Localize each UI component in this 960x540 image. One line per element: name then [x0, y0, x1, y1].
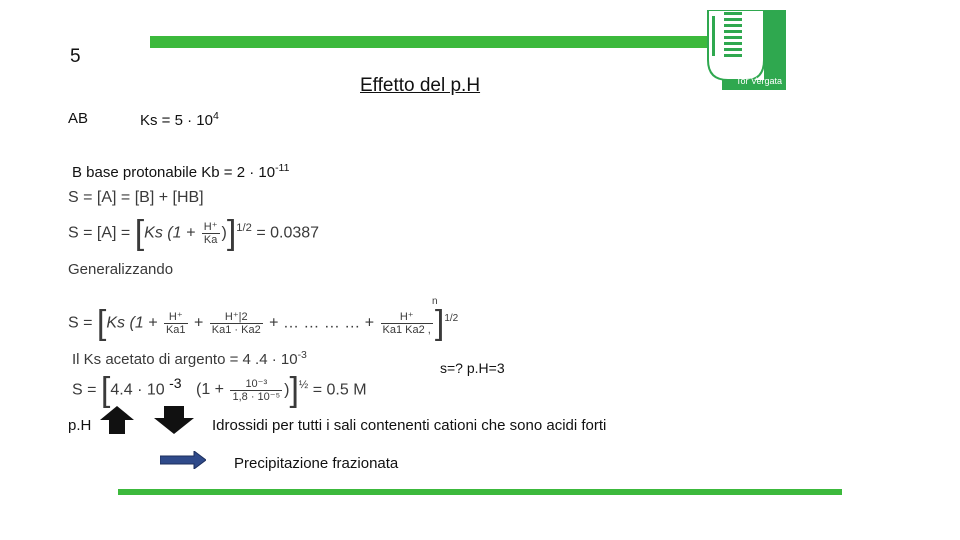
- arrow-up-icon: [100, 406, 134, 434]
- ks-value: $Ks = 5 \cdot 10^4$: [140, 110, 219, 129]
- top-accent-bar: [150, 36, 710, 48]
- bottom-accent-bar: [118, 489, 842, 495]
- university-logo-icon: [706, 10, 786, 90]
- exponent-n: n: [432, 296, 438, 307]
- kb-line: B base protonabile $Kb = 2 \cdot 10^{-11}$: [72, 162, 290, 181]
- logo-caption: Tor Vergata: [736, 76, 783, 86]
- precipitation-text: Precipitazione frazionata: [234, 455, 399, 472]
- ph-label: p.H: [68, 417, 92, 434]
- ab-label: AB: [68, 110, 89, 127]
- slide-title: Effetto del p.H: [360, 75, 481, 96]
- silver-acetate-ks: Il Ks acetato di argento = 4 $.4 \cdot 10^{-3}$: [72, 349, 307, 368]
- equation-solubility-ka: S = [A] = [Ks (1 + $\frac{H^+}{Ka}$ )]$^{1/2}$ = 0.0387: [68, 214, 320, 253]
- question-text: s=? p.H=3: [440, 360, 505, 376]
- slide-number: 5: [70, 46, 81, 67]
- arrow-down-icon: [154, 406, 194, 434]
- hydroxides-text: Idrossidi per tutti i sali contenenti cationi che sono acidi forti: [212, 417, 607, 434]
- arrow-right-icon: [160, 451, 206, 469]
- equation-silver-solubility: S = [4.4 · 10 -3 (1 + $\frac{\text{10⁻³}}{\text{1,8 · 10⁻⁵}}$ )]$^{\frac{1}{2}}$ = 0.5 M: [72, 371, 367, 410]
- generalize-label: Generalizzando: [68, 261, 174, 278]
- equation-generalized: S = [Ks (1 + $\frac{H^+}{Ka1}$ + $\frac{H^+|2}{Ka1 \cdot Ka2}$ + … … … … + $\frac{H^+}{Ka1 Ka2 ,}$ ]$^{1/2}$: [68, 304, 459, 343]
- equation-solubility-sum: S = [A] = [B] + [HB]: [68, 189, 204, 206]
